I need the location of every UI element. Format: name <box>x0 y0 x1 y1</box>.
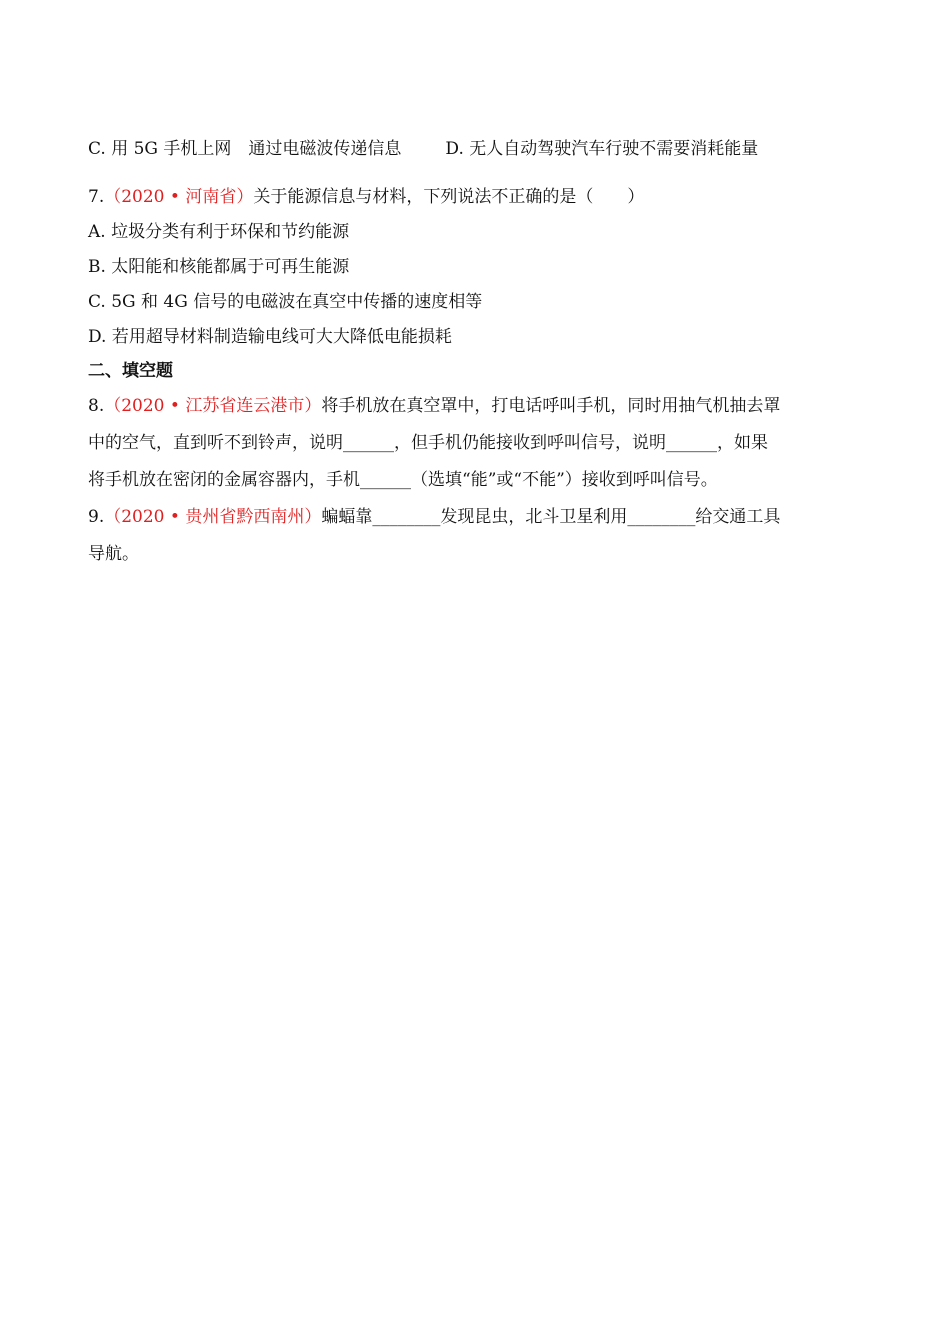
q8-line-1 <box>88 394 863 418</box>
q8-line-3: 将手机放在密闭的金属容器内，手机______（选填“能”或“不能”）接收到呼叫信号。 <box>88 470 718 490</box>
section-title: 二、填空题 <box>88 361 173 381</box>
q6-options-row <box>88 137 863 161</box>
q7-number: 7. <box>88 187 105 207</box>
q8-number: 8. <box>88 396 105 416</box>
q9-line-1 <box>88 505 863 529</box>
q6-option-c: C. 用 5G 手机上网 通过电磁波传递信息 <box>88 139 402 159</box>
q7-option-c: C. 5G 和 4G 信号的电磁波在真空中传播的速度相等 <box>88 292 483 312</box>
q9-text-1: 蝙蝠靠________发现昆虫，北斗卫星利用________给交通工具 <box>321 507 781 527</box>
q6-option-d: D. 无人自动驾驶汽车行驶不需要消耗能量 <box>445 139 759 159</box>
q9-number: 9. <box>88 507 105 527</box>
q7-option-a: A. 垃圾分类有利于环保和节约能源 <box>88 222 350 242</box>
q7-option-d: D. 若用超导材料制造输电线可大大降低电能损耗 <box>88 327 452 347</box>
q7-stem <box>88 185 863 209</box>
q7-source: （2020 • 河南省） <box>104 187 254 207</box>
q9-source: （2020 • 贵州省黔西南州） <box>104 507 322 527</box>
q8-line-2: 中的空气，直到听不到铃声，说明______，但手机仍能接收到呼叫信号，说明______，如果 <box>88 433 768 453</box>
q7-option-b: B. 太阳能和核能都属于可再生能源 <box>88 257 350 277</box>
q7-question-text: 关于能源信息与材料，下列说法不正确的是（ ） <box>253 187 645 207</box>
q9-line-2: 导航。 <box>88 544 139 564</box>
q8-source: （2020 • 江苏省连云港市） <box>104 396 322 416</box>
q8-text-1: 将手机放在真空罩中，打电话呼叫手机，同时用抽气机抽去罩 <box>321 396 781 416</box>
